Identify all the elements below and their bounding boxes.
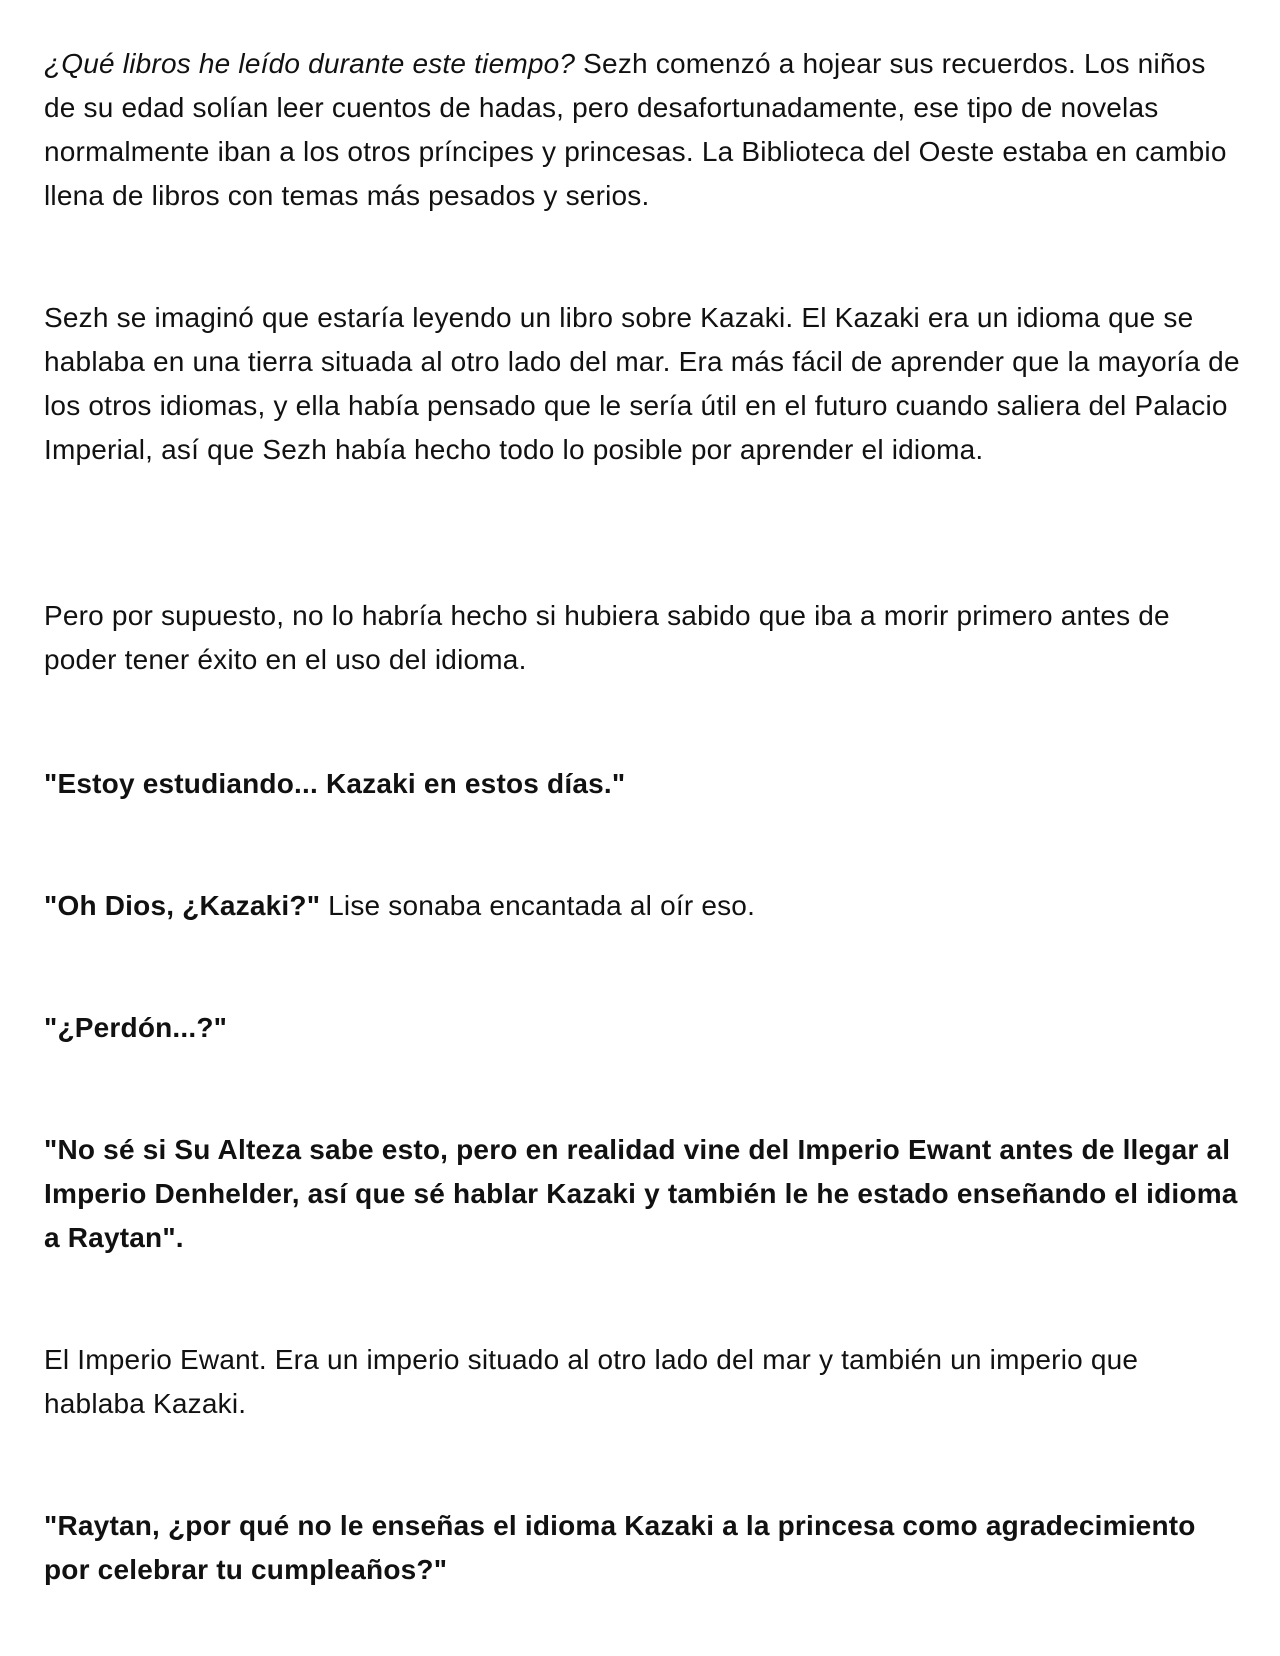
dialogue-2 <box>44 884 1240 928</box>
dialogue-4: "No sé si Su Alteza sabe esto, pero en realidad vine del Imperio Ewant antes de llegar al Imperio Denhelder, así que sé hablar Kazaki y también le he estado enseñando el idioma a Raytan". <box>44 1134 1238 1253</box>
dialogue-2-narration: Lise sonaba encantada al oír eso. <box>320 890 756 921</box>
dialogue-3: "¿Perdón...?" <box>44 1012 228 1043</box>
paragraph-2: Sezh se imaginó que estaría leyendo un libro sobre Kazaki. El Kazaki era un idioma que se hablaba en una tierra situada al otro lado del mar. Era más fácil de aprender que la mayoría de los otros idiomas, y ella había pensado que le sería útil en el futuro cuando saliera del Palacio Imperial, así que Sezh había hecho todo lo posible por aprender el idioma. <box>44 302 1240 465</box>
dialogue-5: "Raytan, ¿por qué no le enseñas el idioma Kazaki a la princesa como agradecimiento por celebrar tu cumpleaños?" <box>44 1510 1196 1585</box>
paragraph-4: El Imperio Ewant. Era un imperio situado al otro lado del mar y también un imperio que hablaba Kazaki. <box>44 1344 1139 1419</box>
dialogue-2-quote: "Oh Dios, ¿Kazaki?" <box>44 890 321 921</box>
paragraph-1-italic-thought: ¿Qué libros he leído durante este tiempo? <box>44 48 576 79</box>
paragraph-1 <box>44 42 1240 218</box>
paragraph-3: Pero por supuesto, no lo habría hecho si hubiera sabido que iba a morir primero antes de poder tener éxito en el uso del idioma. <box>44 600 1170 675</box>
dialogue-1: "Estoy estudiando... Kazaki en estos días." <box>44 768 626 799</box>
paragraph-1-text: Sezh comenzó a hojear sus recuerdos. Los niños de su edad solían leer cuentos de hadas, pero desafortunadamente, ese tipo de novelas normalmente iban a los otros príncipes y princesas. La Biblioteca del Oeste estaba en cambio llena de libros con temas más pesados y serios. <box>44 48 1227 211</box>
